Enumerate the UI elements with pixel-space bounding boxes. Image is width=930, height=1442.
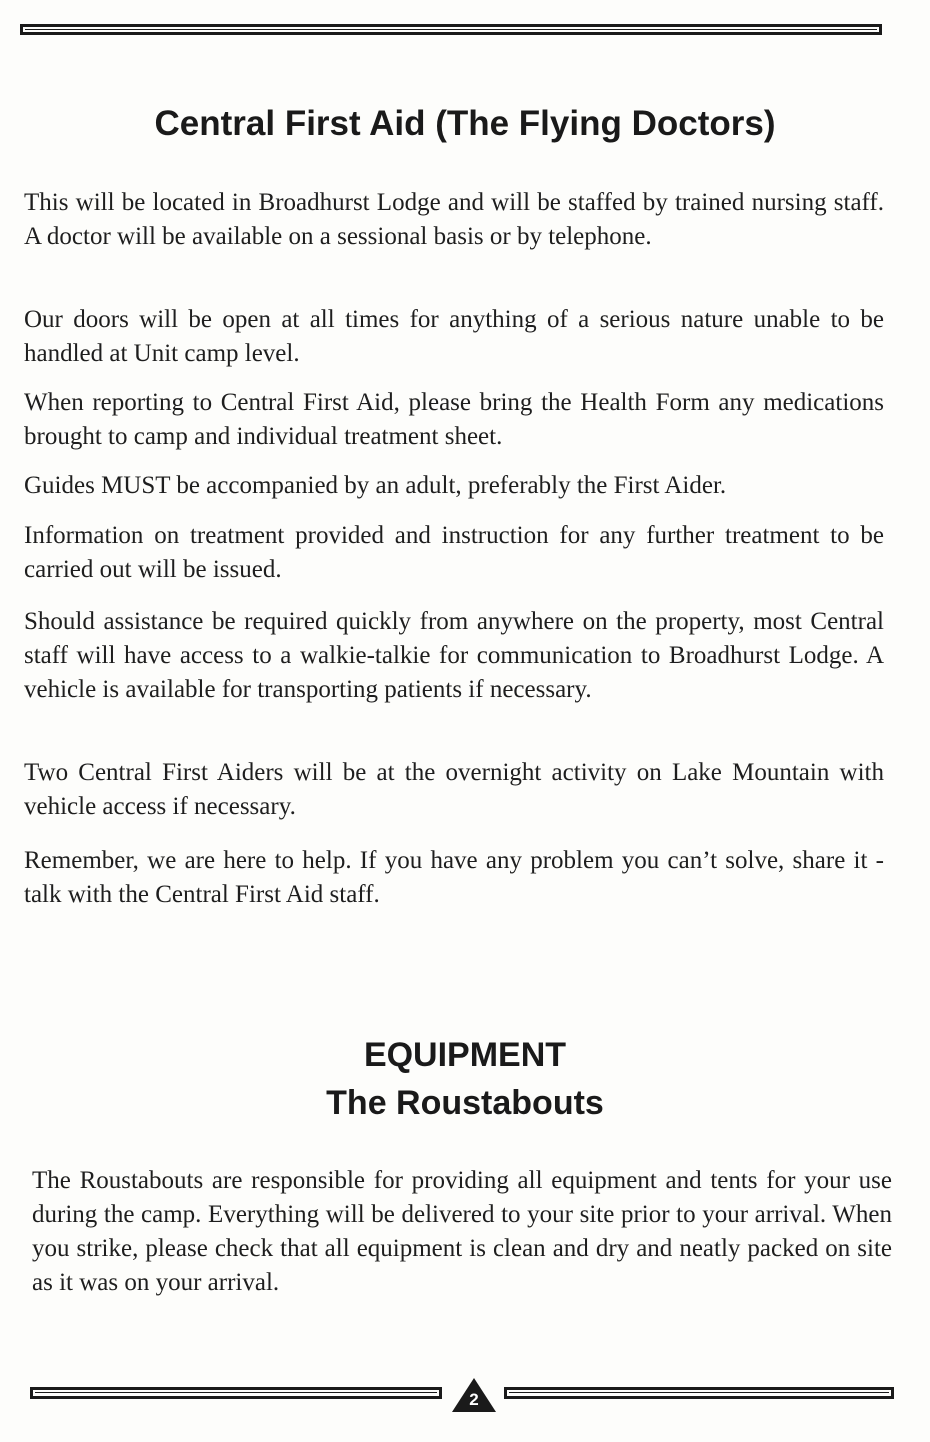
footer-rule-right: [504, 1387, 894, 1399]
first-aid-paragraph: Two Central First Aiders will be at the overnight activity on Lake Mountain with vehicle access if necessary.: [24, 759, 884, 820]
page-number-badge: [448, 1377, 500, 1413]
first-aid-paragraph: This will be located in Broadhurst Lodge and will be staffed by trained nursing staff. A doctor will be available on a sessional basis or by telephone.: [24, 189, 884, 250]
footer-rule-left: [30, 1387, 442, 1399]
equipment-heading: EQUIPMENT: [363, 1036, 567, 1074]
equipment-paragraph: The Roustabouts are responsible for providing all equipment and tents for your use during the camp. Everything will be delivered to your site prior to your arrival. When you strike, please check that all equipment is clean and dry and neatly packed on site as it was on your arrival.: [32, 1167, 892, 1296]
page-footer: [30, 1377, 894, 1417]
first-aid-paragraph: Guides MUST be accompanied by an adult, preferably the First Aider.: [24, 472, 727, 499]
first-aid-paragraph: Information on treatment provided and instruction for any further treatment to be carried out will be issued.: [24, 522, 884, 583]
first-aid-paragraph: Our doors will be open at all times for anything of a serious nature unable to be handled at Unit camp level.: [24, 306, 884, 367]
first-aid-paragraph: When reporting to Central First Aid, please bring the Health Form any medications brought to camp and individual treatment sheet.: [24, 389, 884, 450]
first-aid-heading: Central First Aid (The Flying Doctors): [154, 104, 776, 143]
first-aid-paragraph: Remember, we are here to help. If you have any problem you can’t solve, share it - talk with the Central First Aid staff.: [24, 847, 884, 908]
top-border-rule: [20, 24, 882, 35]
first-aid-paragraph: Should assistance be required quickly from anywhere on the property, most Central staff will have access to a walkie-talkie for communication to Broadhurst Lodge. A vehicle is available for transporting patients if necessary.: [24, 608, 884, 703]
roustabouts-subheading: The Roustabouts: [326, 1084, 604, 1122]
page-number: 2: [469, 1390, 479, 1409]
